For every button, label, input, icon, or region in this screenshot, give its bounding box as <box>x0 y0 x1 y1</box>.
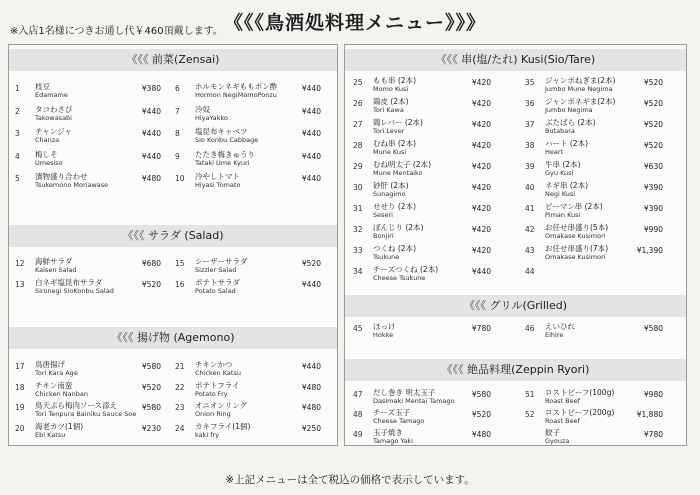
item-number: 24 <box>175 423 185 433</box>
item-price: ¥440 <box>141 151 161 161</box>
menu-item <box>353 264 511 285</box>
item-price: ¥630 <box>643 162 663 171</box>
section-kusi <box>345 49 686 289</box>
menu-item <box>525 243 683 264</box>
item-number: 10 <box>175 174 185 183</box>
item-name-jp: 玉子焼き <box>373 428 403 437</box>
item-price: ¥780 <box>643 430 663 439</box>
item-number: 46 <box>525 324 535 333</box>
item-name-jp: オニオンリング <box>195 401 248 410</box>
item-name-en: Potato Fry <box>195 389 228 398</box>
menu-item <box>353 96 511 117</box>
menu-item <box>15 400 170 421</box>
menu-item <box>353 138 511 159</box>
menu-item <box>175 81 330 102</box>
item-price: ¥440 <box>301 174 321 183</box>
menu-item <box>525 180 683 201</box>
item-price: ¥580 <box>141 362 161 371</box>
section-title: 《《《 串(塩/たれ) Kusi(Sio/Tare) <box>345 49 686 71</box>
menu-item <box>353 243 511 264</box>
item-number: 38 <box>525 141 535 150</box>
item-name-jp: ほっけ <box>373 322 396 331</box>
item-number: 49 <box>353 430 363 439</box>
menu-item <box>15 104 170 125</box>
item-name-en: Hokke <box>373 331 394 339</box>
item-name-jp: むね明太子 (2本) <box>373 160 432 169</box>
item-number: 36 <box>525 99 535 108</box>
menu-item <box>353 387 511 408</box>
item-number: 3 <box>15 129 20 138</box>
item-name-en: Hormon NegiMomoPonzu <box>195 91 277 99</box>
item-price: ¥480 <box>141 174 161 183</box>
item-number: 8 <box>175 129 180 138</box>
item-number: 28 <box>353 141 363 150</box>
item-name-jp: チキン南蛮 <box>35 380 73 390</box>
item-name-en: Tsukune <box>373 253 400 261</box>
section-title: 《《《 前菜(Zensai) <box>9 49 337 71</box>
item-number: 15 <box>175 259 185 268</box>
item-number: 42 <box>525 225 535 234</box>
menu-item <box>175 104 330 125</box>
item-number: 34 <box>353 267 363 276</box>
menu-item <box>175 380 330 401</box>
item-number: 7 <box>175 106 180 116</box>
item-number: 33 <box>353 246 363 255</box>
item-price: ¥520 <box>643 99 663 108</box>
item-number: 32 <box>353 225 363 234</box>
item-name-jp: チャンジャ <box>35 127 72 136</box>
item-price: ¥520 <box>141 280 161 289</box>
item-number: 52 <box>525 410 535 419</box>
item-price: ¥420 <box>471 183 491 192</box>
menu-item <box>525 138 683 159</box>
item-name-jp: タコわさび <box>35 104 73 114</box>
menu-item <box>175 421 330 442</box>
menu-item <box>525 96 683 117</box>
menu-item <box>525 264 683 285</box>
item-price: ¥250 <box>301 423 321 433</box>
menu-item <box>525 201 683 222</box>
menu-item <box>15 256 170 277</box>
item-name-en: Roast Beef <box>545 397 580 405</box>
menu-item <box>353 159 511 180</box>
item-name-jp: だし巻き 明太玉子 <box>373 388 436 397</box>
item-name-jp: ジャンボねぎま(2本) <box>545 76 616 85</box>
section-title: 《《《 グリル(Grilled) <box>345 295 686 317</box>
item-number: 31 <box>353 204 363 213</box>
item-price: ¥580 <box>471 390 491 399</box>
item-name-jp: 梅しそ <box>35 149 58 159</box>
item-price: ¥1,390 <box>636 246 663 255</box>
item-name-jp: つくね (2本) <box>373 244 417 253</box>
menu-title: 《《《鳥酒処料理メニュー》》》 <box>223 12 486 34</box>
item-name-jp: 冷やしトマト <box>195 172 240 181</box>
item-price: ¥580 <box>643 324 663 333</box>
menu-item <box>525 222 683 243</box>
item-number: 45 <box>353 324 363 333</box>
left-column <box>8 44 338 446</box>
item-number: 30 <box>353 183 363 192</box>
menu-item <box>525 407 683 428</box>
item-name-jp: 鶏レバー (2本) <box>373 118 423 127</box>
menu-item <box>175 149 330 170</box>
item-name-jp: 砂肝 (2本) <box>373 181 409 190</box>
item-number: 16 <box>175 280 185 289</box>
item-name-en: Sizzler Salad <box>195 266 237 274</box>
item-name-jp: ホルモンネギももポン酢 <box>195 82 278 91</box>
item-name-en: Bonjiri <box>373 232 394 240</box>
section-agemono <box>9 327 337 442</box>
menu-item <box>175 126 330 147</box>
item-name-en: Tataki Ume Kyuri <box>195 158 250 167</box>
item-price: ¥520 <box>643 120 663 129</box>
item-name-en: Cheese Tamago <box>373 417 425 425</box>
item-price: ¥520 <box>141 382 161 392</box>
item-name-en: Butabara <box>545 127 575 135</box>
item-number: 39 <box>525 162 535 171</box>
item-price: ¥440 <box>141 106 161 116</box>
menu-item <box>15 149 170 170</box>
item-name-en: Tamago Yaki <box>373 437 413 445</box>
item-price: ¥680 <box>141 259 161 268</box>
item-name-jp: 海鮮サラダ <box>35 257 73 266</box>
item-name-jp: お任せ串盛り(7本) <box>545 244 609 253</box>
item-name-en: Jumbo Negima <box>545 106 593 114</box>
item-name-en: Tori Kara Age <box>35 369 78 377</box>
item-number: 17 <box>15 362 25 371</box>
item-name-en: Edamame <box>35 91 68 99</box>
item-number: 41 <box>525 204 535 213</box>
item-number: 51 <box>525 390 535 399</box>
menu-item <box>353 427 511 448</box>
item-name-jp: ロストビーフ(200g) <box>545 408 615 417</box>
item-name-en: Heart <box>545 148 564 156</box>
section-title: 《《《 絶品料理(Zeppin Ryori) <box>345 359 686 381</box>
item-price: ¥480 <box>471 430 491 439</box>
item-name-en: Momo Kusi <box>373 85 409 93</box>
item-number: 40 <box>525 183 535 192</box>
item-price: ¥580 <box>141 403 161 412</box>
item-name-jp: カキフライ(1個) <box>195 421 251 431</box>
section-title: 《《《 サラダ (Salad) <box>9 225 337 247</box>
item-name-jp: 冷奴 <box>195 104 210 114</box>
item-name-jp: ぼんじり (2本) <box>373 223 424 232</box>
item-number: 20 <box>15 423 25 433</box>
item-name-en: Negi Kusi <box>545 190 576 198</box>
menu-item <box>175 400 330 421</box>
item-name-en: kaki fry <box>195 430 220 439</box>
item-name-jp: ぶたばら (2本) <box>545 118 596 127</box>
item-number: 48 <box>353 410 363 419</box>
item-name-en: Mune Kusi <box>373 148 407 156</box>
menu-item <box>15 421 170 442</box>
item-name-jp: 塩昆布キャベツ <box>195 127 248 136</box>
item-name-jp: 枝豆 <box>35 82 50 91</box>
item-name-en: Omakase Kusimori <box>545 253 606 261</box>
item-name-en: Chanza <box>35 136 60 144</box>
item-name-en: Gyouza <box>545 437 570 445</box>
item-number: 4 <box>15 151 20 161</box>
item-name-en: Chicken Katsu <box>195 369 241 377</box>
item-name-en: Roast Beef <box>545 417 580 425</box>
item-name-en: Sio Konbu Cabbage <box>195 136 259 144</box>
item-number: 21 <box>175 362 185 371</box>
menu-item <box>353 201 511 222</box>
item-name-jp: たたき梅きゅうり <box>195 149 255 159</box>
item-number: 29 <box>353 162 363 171</box>
item-number: 18 <box>15 382 25 392</box>
item-name-jp: 餃子 <box>545 428 560 437</box>
menu-item <box>353 180 511 201</box>
item-name-en: Chicken Nanban <box>35 389 88 398</box>
item-name-jp: シーザーサラダ <box>195 257 248 266</box>
item-price: ¥440 <box>301 129 321 138</box>
item-price: ¥520 <box>301 259 321 268</box>
item-name-en: Hiyasi Tomato <box>195 181 241 189</box>
menu-item <box>353 321 511 342</box>
item-number: 25 <box>353 78 363 87</box>
item-name-en: Mune Mentaiko <box>373 169 423 177</box>
item-price: ¥420 <box>471 141 491 150</box>
item-name-en: Tori Tenpura Bainiku Sauce Soe <box>35 410 137 418</box>
item-number: 23 <box>175 403 185 412</box>
item-number: 22 <box>175 382 185 392</box>
item-price: ¥440 <box>301 362 321 371</box>
item-name-jp: ポテトサラダ <box>195 278 240 287</box>
item-name-en: Jumbo Mune Negima <box>545 85 613 93</box>
item-price: ¥440 <box>301 280 321 289</box>
item-name-jp: ハート (2本) <box>545 139 589 148</box>
menu-item <box>175 359 330 380</box>
item-price: ¥440 <box>301 106 321 116</box>
item-price: ¥420 <box>471 78 491 87</box>
menu-item <box>353 407 511 428</box>
item-price: ¥480 <box>301 403 321 412</box>
item-price: ¥390 <box>643 204 663 213</box>
item-number: 2 <box>15 106 20 116</box>
item-price: ¥480 <box>301 382 321 392</box>
item-number: 27 <box>353 120 363 129</box>
item-price: ¥420 <box>471 120 491 129</box>
item-price: ¥420 <box>471 99 491 108</box>
item-price: ¥390 <box>643 183 663 192</box>
menu-item <box>525 117 683 138</box>
item-name-jp: 鳥天ぷら梅肉ソース添え <box>35 401 118 410</box>
item-name-en: Onion Ring <box>195 410 231 418</box>
item-price: ¥520 <box>643 78 663 87</box>
menu-item <box>353 117 511 138</box>
item-price: ¥780 <box>471 324 491 333</box>
item-price: ¥990 <box>643 225 663 234</box>
item-price: ¥420 <box>471 225 491 234</box>
item-name-en: Takowasabi <box>35 113 72 122</box>
menu-item <box>15 126 170 147</box>
item-name-en: Tori Kawa <box>373 106 404 114</box>
item-name-en: Sunagimo <box>373 190 406 198</box>
section-zensai <box>9 49 337 217</box>
menu-item <box>175 277 330 298</box>
item-name-en: Gyu Kusi <box>545 169 574 177</box>
item-name-jp: えいひれ <box>545 322 575 331</box>
section-salad <box>9 225 337 305</box>
item-price: ¥420 <box>471 162 491 171</box>
item-number: 35 <box>525 78 535 87</box>
menu-item <box>353 75 511 96</box>
menu-item <box>525 159 683 180</box>
item-name-jp: 牛串 (2本) <box>545 160 581 169</box>
item-name-jp: 海老カツ(1個) <box>35 421 84 431</box>
item-number: 12 <box>15 259 25 268</box>
right-column <box>344 44 687 446</box>
item-number: 5 <box>15 174 20 183</box>
menu-item <box>353 222 511 243</box>
item-name-jp: 白ネギ塩昆布サラダ <box>35 278 103 287</box>
item-name-jp: ネギ串 (2本) <box>545 181 589 190</box>
item-number: 6 <box>175 84 180 93</box>
item-name-en: Kaisen Salad <box>35 266 77 274</box>
item-name-jp: お任せ串盛り(5本) <box>545 223 609 232</box>
item-price: ¥420 <box>471 204 491 213</box>
item-price: ¥520 <box>643 141 663 150</box>
item-name-en: Piman Kusi <box>545 211 581 219</box>
item-number: 47 <box>353 390 363 399</box>
menu-item <box>15 171 170 192</box>
item-price: ¥440 <box>301 151 321 161</box>
item-name-jp: ロストビーフ(100g) <box>545 388 615 397</box>
tax-footer-note: ※上記メニューは全て税込の価格で表示しています。 <box>225 474 475 486</box>
item-number: 9 <box>175 151 180 161</box>
menu-item <box>15 380 170 401</box>
item-name-en: Sironegi SioKonbu Salad <box>35 287 114 295</box>
section-grilled <box>345 295 686 351</box>
menu-item <box>15 277 170 298</box>
menu-item <box>525 387 683 408</box>
menu-item <box>525 75 683 96</box>
item-name-jp: ピーマン串 (2本) <box>545 202 603 211</box>
item-name-jp: ジャンボネギま(2本) <box>545 97 616 106</box>
item-name-en: Ebi Katsu <box>35 430 66 439</box>
item-price: ¥520 <box>471 410 491 419</box>
item-name-jp: 漬物盛り合わせ <box>35 172 88 181</box>
item-name-jp: 鶏皮 (2本) <box>373 97 409 106</box>
item-price: ¥440 <box>141 129 161 138</box>
item-number: 44 <box>525 267 535 276</box>
item-name-en: Potato Salad <box>195 287 236 295</box>
item-price: ¥980 <box>643 390 663 399</box>
item-name-en: Omakase Kusimori <box>545 232 606 240</box>
item-number: 37 <box>525 120 535 129</box>
item-price: ¥1,880 <box>636 410 663 419</box>
item-name-jp: むね串 (2本) <box>373 139 417 148</box>
menu-item <box>15 359 170 380</box>
item-price: ¥440 <box>471 267 491 276</box>
item-name-jp: 鳥唐揚げ <box>35 360 65 369</box>
item-price: ¥420 <box>471 246 491 255</box>
menu-item <box>175 256 330 277</box>
item-name-en: HiyaYakko <box>195 113 228 122</box>
section-zeppin <box>345 359 686 443</box>
item-name-jp: せせり (2本) <box>373 202 417 211</box>
section-title: 《《《 揚げ物 (Agemono) <box>9 327 337 349</box>
item-number: 1 <box>15 84 20 93</box>
item-name-jp: チキンかつ <box>195 360 233 369</box>
item-name-en: Tori Lever <box>373 127 405 135</box>
item-name-jp: ポテトフライ <box>195 380 240 390</box>
item-name-en: Seseri <box>373 211 393 219</box>
item-number: 19 <box>15 403 25 412</box>
item-price: ¥440 <box>301 84 321 93</box>
item-number: 13 <box>15 280 25 289</box>
item-name-jp: チーズつくね (2本) <box>373 265 439 274</box>
item-name-en: Umesiso <box>35 158 63 167</box>
item-name-en: Dasimaki Mentai Tamago <box>373 397 455 405</box>
menu-item <box>175 171 330 192</box>
item-name-jp: もも串 (2本) <box>373 76 417 85</box>
menu-note: ※入店1名様につきお通し代￥460頂戴します。 <box>10 26 223 37</box>
menu-item <box>525 321 683 342</box>
item-name-en: Tsukemono Moriawase <box>35 181 109 189</box>
item-number: 26 <box>353 99 363 108</box>
item-price: ¥230 <box>141 423 161 433</box>
menu-item <box>525 427 683 448</box>
item-name-en: Eihire <box>545 331 564 339</box>
item-name-jp: チーズ玉子 <box>373 408 411 417</box>
item-price: ¥380 <box>141 84 161 93</box>
menu-item <box>15 81 170 102</box>
item-name-en: Cheese Tsukune <box>373 274 426 282</box>
item-number: 43 <box>525 246 535 255</box>
